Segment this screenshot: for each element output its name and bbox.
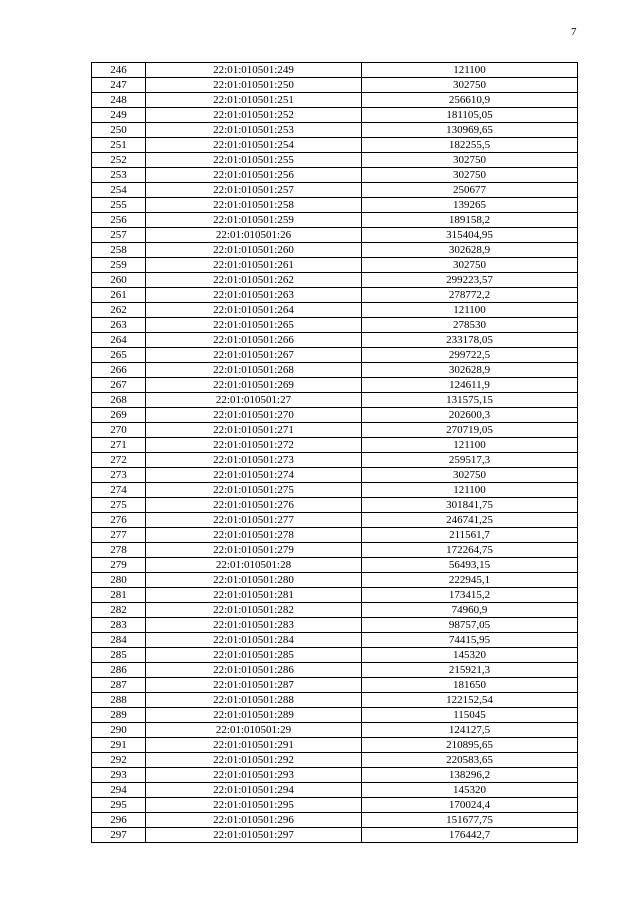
cadastral-number-cell: 22:01:010501:289 — [146, 708, 362, 723]
row-number-cell: 286 — [92, 663, 146, 678]
row-number-cell: 268 — [92, 393, 146, 408]
value-cell: 122152,54 — [362, 693, 578, 708]
row-number-cell: 258 — [92, 243, 146, 258]
value-cell: 302750 — [362, 78, 578, 93]
row-number-cell: 277 — [92, 528, 146, 543]
value-cell: 220583,65 — [362, 753, 578, 768]
row-number-cell: 249 — [92, 108, 146, 123]
table-row — [92, 213, 578, 228]
table-row — [92, 678, 578, 693]
table-row — [92, 423, 578, 438]
cadastral-number-cell: 22:01:010501:285 — [146, 648, 362, 663]
table-row — [92, 738, 578, 753]
table-row — [92, 618, 578, 633]
value-cell: 270719,05 — [362, 423, 578, 438]
row-number-cell: 288 — [92, 693, 146, 708]
cadastral-number-cell: 22:01:010501:272 — [146, 438, 362, 453]
value-cell: 302750 — [362, 258, 578, 273]
value-cell: 215921,3 — [362, 663, 578, 678]
table-row — [92, 108, 578, 123]
value-cell: 246741,25 — [362, 513, 578, 528]
value-cell: 299722,5 — [362, 348, 578, 363]
table-row — [92, 723, 578, 738]
value-cell: 211561,7 — [362, 528, 578, 543]
row-number-cell: 246 — [92, 63, 146, 78]
cadastral-number-cell: 22:01:010501:295 — [146, 798, 362, 813]
row-number-cell: 289 — [92, 708, 146, 723]
row-number-cell: 271 — [92, 438, 146, 453]
value-cell: 256610,9 — [362, 93, 578, 108]
row-number-cell: 265 — [92, 348, 146, 363]
table-row — [92, 633, 578, 648]
cadastral-number-cell: 22:01:010501:28 — [146, 558, 362, 573]
table-row — [92, 408, 578, 423]
table-row — [92, 183, 578, 198]
cadastral-number-cell: 22:01:010501:249 — [146, 63, 362, 78]
table-row — [92, 273, 578, 288]
cadastral-number-cell: 22:01:010501:297 — [146, 828, 362, 843]
row-number-cell: 297 — [92, 828, 146, 843]
cadastral-number-cell: 22:01:010501:277 — [146, 513, 362, 528]
row-number-cell: 257 — [92, 228, 146, 243]
row-number-cell: 267 — [92, 378, 146, 393]
table-row — [92, 813, 578, 828]
value-cell: 121100 — [362, 303, 578, 318]
row-number-cell: 274 — [92, 483, 146, 498]
row-number-cell: 294 — [92, 783, 146, 798]
table-row — [92, 528, 578, 543]
table-row — [92, 603, 578, 618]
cadastral-number-cell: 22:01:010501:29 — [146, 723, 362, 738]
cadastral-number-cell: 22:01:010501:282 — [146, 603, 362, 618]
cadastral-number-cell: 22:01:010501:280 — [146, 573, 362, 588]
row-number-cell: 281 — [92, 588, 146, 603]
value-cell: 222945,1 — [362, 573, 578, 588]
value-cell: 181105,05 — [362, 108, 578, 123]
row-number-cell: 284 — [92, 633, 146, 648]
parcel-table — [91, 62, 578, 843]
cadastral-number-cell: 22:01:010501:287 — [146, 678, 362, 693]
cadastral-number-cell: 22:01:010501:263 — [146, 288, 362, 303]
row-number-cell: 248 — [92, 93, 146, 108]
cadastral-number-cell: 22:01:010501:251 — [146, 93, 362, 108]
cadastral-number-cell: 22:01:010501:26 — [146, 228, 362, 243]
row-number-cell: 255 — [92, 198, 146, 213]
value-cell: 278772,2 — [362, 288, 578, 303]
row-number-cell: 270 — [92, 423, 146, 438]
cadastral-number-cell: 22:01:010501:271 — [146, 423, 362, 438]
cadastral-number-cell: 22:01:010501:253 — [146, 123, 362, 138]
value-cell: 250677 — [362, 183, 578, 198]
value-cell: 172264,75 — [362, 543, 578, 558]
value-cell: 121100 — [362, 63, 578, 78]
table-row — [92, 123, 578, 138]
table-row — [92, 258, 578, 273]
table-row — [92, 348, 578, 363]
row-number-cell: 293 — [92, 768, 146, 783]
row-number-cell: 291 — [92, 738, 146, 753]
table-row — [92, 588, 578, 603]
value-cell: 131575,15 — [362, 393, 578, 408]
row-number-cell: 276 — [92, 513, 146, 528]
row-number-cell: 251 — [92, 138, 146, 153]
cadastral-number-cell: 22:01:010501:279 — [146, 543, 362, 558]
table-row — [92, 483, 578, 498]
row-number-cell: 269 — [92, 408, 146, 423]
row-number-cell: 253 — [92, 168, 146, 183]
cadastral-number-cell: 22:01:010501:278 — [146, 528, 362, 543]
row-number-cell: 282 — [92, 603, 146, 618]
table-row — [92, 513, 578, 528]
table-row — [92, 288, 578, 303]
table-row — [92, 63, 578, 78]
value-cell: 124127,5 — [362, 723, 578, 738]
cadastral-number-cell: 22:01:010501:292 — [146, 753, 362, 768]
cadastral-number-cell: 22:01:010501:276 — [146, 498, 362, 513]
cadastral-number-cell: 22:01:010501:264 — [146, 303, 362, 318]
cadastral-number-cell: 22:01:010501:273 — [146, 453, 362, 468]
table-row — [92, 453, 578, 468]
row-number-cell: 247 — [92, 78, 146, 93]
value-cell: 259517,3 — [362, 453, 578, 468]
table-row — [92, 438, 578, 453]
value-cell: 278530 — [362, 318, 578, 333]
value-cell: 121100 — [362, 483, 578, 498]
cadastral-number-cell: 22:01:010501:266 — [146, 333, 362, 348]
cadastral-number-cell: 22:01:010501:274 — [146, 468, 362, 483]
value-cell: 130969,65 — [362, 123, 578, 138]
table-row — [92, 153, 578, 168]
cadastral-number-cell: 22:01:010501:259 — [146, 213, 362, 228]
row-number-cell: 290 — [92, 723, 146, 738]
parcel-table-body — [92, 63, 578, 843]
table-row — [92, 168, 578, 183]
table-row — [92, 648, 578, 663]
table-row — [92, 753, 578, 768]
row-number-cell: 275 — [92, 498, 146, 513]
cadastral-number-cell: 22:01:010501:281 — [146, 588, 362, 603]
table-row — [92, 243, 578, 258]
table-row — [92, 693, 578, 708]
value-cell: 145320 — [362, 648, 578, 663]
cadastral-number-cell: 22:01:010501:252 — [146, 108, 362, 123]
page-number: 7 — [571, 26, 577, 38]
table-row — [92, 93, 578, 108]
row-number-cell: 287 — [92, 678, 146, 693]
row-number-cell: 278 — [92, 543, 146, 558]
table-row — [92, 573, 578, 588]
cadastral-number-cell: 22:01:010501:288 — [146, 693, 362, 708]
value-cell: 302750 — [362, 153, 578, 168]
table-row — [92, 393, 578, 408]
row-number-cell: 256 — [92, 213, 146, 228]
cadastral-number-cell: 22:01:010501:275 — [146, 483, 362, 498]
value-cell: 170024,4 — [362, 798, 578, 813]
value-cell: 98757,05 — [362, 618, 578, 633]
value-cell: 176442,7 — [362, 828, 578, 843]
row-number-cell: 273 — [92, 468, 146, 483]
cadastral-number-cell: 22:01:010501:294 — [146, 783, 362, 798]
table-row — [92, 78, 578, 93]
value-cell: 302628,9 — [362, 243, 578, 258]
table-row — [92, 828, 578, 843]
value-cell: 189158,2 — [362, 213, 578, 228]
row-number-cell: 283 — [92, 618, 146, 633]
table-row — [92, 198, 578, 213]
table-row — [92, 783, 578, 798]
row-number-cell: 261 — [92, 288, 146, 303]
table-row — [92, 468, 578, 483]
cadastral-number-cell: 22:01:010501:258 — [146, 198, 362, 213]
value-cell: 315404,95 — [362, 228, 578, 243]
value-cell: 139265 — [362, 198, 578, 213]
cadastral-number-cell: 22:01:010501:261 — [146, 258, 362, 273]
value-cell: 56493,15 — [362, 558, 578, 573]
row-number-cell: 295 — [92, 798, 146, 813]
value-cell: 301841,75 — [362, 498, 578, 513]
row-number-cell: 272 — [92, 453, 146, 468]
table-row — [92, 378, 578, 393]
value-cell: 173415,2 — [362, 588, 578, 603]
value-cell: 138296,2 — [362, 768, 578, 783]
cadastral-number-cell: 22:01:010501:27 — [146, 393, 362, 408]
row-number-cell: 252 — [92, 153, 146, 168]
row-number-cell: 262 — [92, 303, 146, 318]
cadastral-number-cell: 22:01:010501:255 — [146, 153, 362, 168]
row-number-cell: 296 — [92, 813, 146, 828]
value-cell: 302750 — [362, 468, 578, 483]
value-cell: 121100 — [362, 438, 578, 453]
row-number-cell: 279 — [92, 558, 146, 573]
value-cell: 299223,57 — [362, 273, 578, 288]
table-row — [92, 303, 578, 318]
value-cell: 182255,5 — [362, 138, 578, 153]
cadastral-number-cell: 22:01:010501:256 — [146, 168, 362, 183]
table-row — [92, 363, 578, 378]
cadastral-number-cell: 22:01:010501:296 — [146, 813, 362, 828]
value-cell: 151677,75 — [362, 813, 578, 828]
cadastral-number-cell: 22:01:010501:284 — [146, 633, 362, 648]
cadastral-number-cell: 22:01:010501:268 — [146, 363, 362, 378]
row-number-cell: 260 — [92, 273, 146, 288]
value-cell: 74960,9 — [362, 603, 578, 618]
cadastral-number-cell: 22:01:010501:254 — [146, 138, 362, 153]
row-number-cell: 292 — [92, 753, 146, 768]
cadastral-number-cell: 22:01:010501:291 — [146, 738, 362, 753]
table-row — [92, 318, 578, 333]
value-cell: 233178,05 — [362, 333, 578, 348]
cadastral-number-cell: 22:01:010501:269 — [146, 378, 362, 393]
table-row — [92, 498, 578, 513]
table-row — [92, 768, 578, 783]
row-number-cell: 254 — [92, 183, 146, 198]
row-number-cell: 263 — [92, 318, 146, 333]
table-row — [92, 138, 578, 153]
cadastral-number-cell: 22:01:010501:250 — [146, 78, 362, 93]
value-cell: 181650 — [362, 678, 578, 693]
table-row — [92, 558, 578, 573]
cadastral-number-cell: 22:01:010501:262 — [146, 273, 362, 288]
cadastral-number-cell: 22:01:010501:286 — [146, 663, 362, 678]
table-row — [92, 708, 578, 723]
cadastral-number-cell: 22:01:010501:270 — [146, 408, 362, 423]
table-row — [92, 228, 578, 243]
cadastral-number-cell: 22:01:010501:283 — [146, 618, 362, 633]
value-cell: 145320 — [362, 783, 578, 798]
value-cell: 124611,9 — [362, 378, 578, 393]
parcel-table-container — [91, 62, 577, 843]
value-cell: 115045 — [362, 708, 578, 723]
cadastral-number-cell: 22:01:010501:260 — [146, 243, 362, 258]
value-cell: 210895,65 — [362, 738, 578, 753]
table-row — [92, 798, 578, 813]
table-row — [92, 663, 578, 678]
value-cell: 202600,3 — [362, 408, 578, 423]
row-number-cell: 264 — [92, 333, 146, 348]
cadastral-number-cell: 22:01:010501:265 — [146, 318, 362, 333]
table-row — [92, 543, 578, 558]
row-number-cell: 280 — [92, 573, 146, 588]
cadastral-number-cell: 22:01:010501:293 — [146, 768, 362, 783]
table-row — [92, 333, 578, 348]
value-cell: 74415,95 — [362, 633, 578, 648]
value-cell: 302750 — [362, 168, 578, 183]
row-number-cell: 266 — [92, 363, 146, 378]
cadastral-number-cell: 22:01:010501:257 — [146, 183, 362, 198]
row-number-cell: 250 — [92, 123, 146, 138]
cadastral-number-cell: 22:01:010501:267 — [146, 348, 362, 363]
row-number-cell: 285 — [92, 648, 146, 663]
row-number-cell: 259 — [92, 258, 146, 273]
value-cell: 302628,9 — [362, 363, 578, 378]
